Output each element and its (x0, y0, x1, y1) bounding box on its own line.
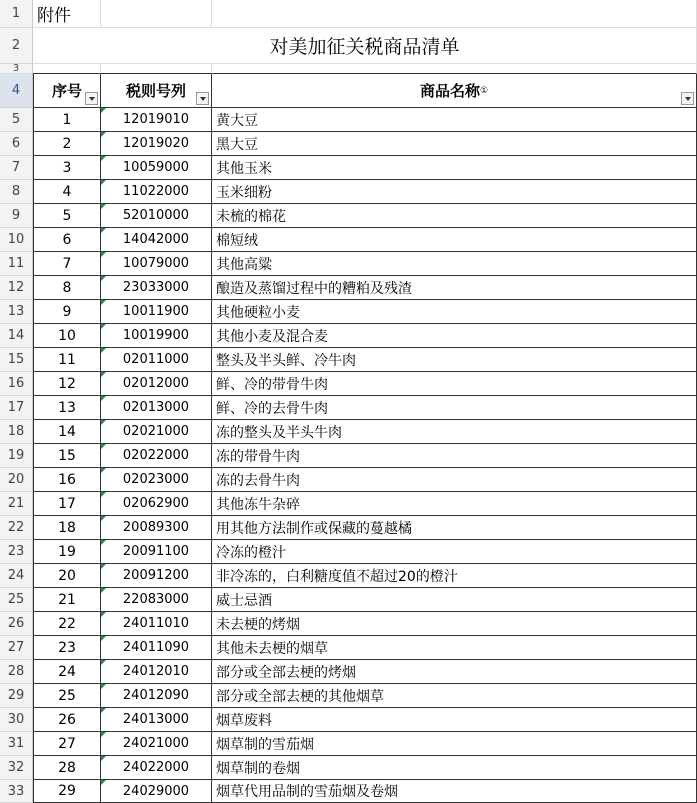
product-name-cell[interactable]: 冻的整头及半头牛肉 (212, 420, 697, 444)
table-row (0, 708, 697, 732)
product-name-cell[interactable]: 鲜、冷的带骨牛肉 (212, 372, 697, 396)
tariff-code-text: 10059000 (122, 160, 190, 175)
comment-marker-icon (101, 396, 106, 401)
product-name-cell[interactable]: 部分或全部去梗的烤烟 (212, 660, 697, 684)
tariff-code-text: 22083000 (122, 592, 190, 607)
column-header-label: 税则号列 (125, 82, 186, 100)
tariff-code-cell[interactable] (101, 108, 212, 132)
table-row (0, 204, 697, 228)
row-header[interactable]: 6 (0, 132, 33, 156)
column-header-label: 商品名称 (419, 82, 480, 100)
comment-marker-icon (101, 756, 106, 761)
tariff-code-cell[interactable] (101, 540, 212, 564)
tariff-code-cell[interactable] (101, 492, 212, 516)
seq-cell[interactable]: 3 (33, 156, 101, 180)
table-row (0, 132, 697, 156)
empty-cell[interactable] (212, 0, 697, 28)
product-name-cell[interactable]: 其他高粱 (212, 252, 697, 276)
row-header[interactable]: 27 (0, 636, 33, 660)
product-name-cell[interactable]: 烟草代用品制的雪茄烟及卷烟 (212, 780, 697, 803)
seq-cell[interactable]: 6 (33, 228, 101, 252)
row-header[interactable]: 9 (0, 204, 33, 228)
product-name-cell[interactable]: 黄大豆 (212, 108, 697, 132)
row-header[interactable]: 17 (0, 396, 33, 420)
tariff-code-text: 11022000 (122, 184, 190, 199)
seq-cell[interactable]: 25 (33, 684, 101, 708)
footnote-marker: ① (479, 85, 489, 96)
row-header[interactable]: 7 (0, 156, 33, 180)
tariff-code-cell[interactable] (101, 252, 212, 276)
row-header[interactable]: 28 (0, 660, 33, 684)
seq-cell[interactable]: 4 (33, 180, 101, 204)
tariff-code-text: 14042000 (122, 232, 190, 247)
product-name-cell[interactable]: 烟草废料 (212, 708, 697, 732)
tariff-code-cell[interactable] (101, 180, 212, 204)
sheet-row (0, 28, 697, 64)
comment-marker-icon (101, 444, 106, 449)
row-header-selected[interactable]: 4 (0, 74, 33, 108)
comment-marker-icon (101, 564, 106, 569)
row-header[interactable]: 30 (0, 708, 33, 732)
seq-cell[interactable]: 7 (33, 252, 101, 276)
row-header[interactable]: 33 (0, 780, 33, 803)
row-header[interactable]: 20 (0, 468, 33, 492)
product-name-cell[interactable]: 酿造及蒸馏过程中的糟粕及残渣 (212, 276, 697, 300)
comment-marker-icon (101, 300, 106, 305)
tariff-code-text: 20091100 (122, 544, 190, 559)
row-header[interactable]: 15 (0, 348, 33, 372)
sheet-title[interactable]: 对美加征关税商品清单 (33, 28, 697, 64)
tariff-code-text: 12019020 (122, 136, 190, 151)
row-header[interactable]: 22 (0, 516, 33, 540)
tariff-code-cell[interactable] (101, 324, 212, 348)
row-header[interactable]: 29 (0, 684, 33, 708)
product-name-cell[interactable]: 整头及半头鲜、冷牛肉 (212, 348, 697, 372)
tariff-code-text: 24012010 (122, 664, 190, 679)
row-header[interactable]: 26 (0, 612, 33, 636)
table-row (0, 228, 697, 252)
comment-marker-icon (101, 420, 106, 425)
seq-cell[interactable]: 17 (33, 492, 101, 516)
column-header-label: 序号 (51, 82, 82, 100)
product-name-cell[interactable]: 冻的去骨牛肉 (212, 468, 697, 492)
row-header[interactable]: 18 (0, 420, 33, 444)
row-header[interactable]: 24 (0, 564, 33, 588)
row-header[interactable]: 23 (0, 540, 33, 564)
row-header[interactable]: 11 (0, 252, 33, 276)
column-header-tariff[interactable] (101, 74, 212, 108)
product-name-cell[interactable]: 部分或全部去梗的其他烟草 (212, 684, 697, 708)
table-row (0, 660, 697, 684)
comment-marker-icon (101, 708, 106, 713)
tariff-code-cell[interactable] (101, 612, 212, 636)
row-header[interactable]: 21 (0, 492, 33, 516)
comment-marker-icon (101, 732, 106, 737)
tariff-code-cell[interactable] (101, 444, 212, 468)
table-row (0, 468, 697, 492)
seq-cell[interactable]: 1 (33, 108, 101, 132)
seq-cell[interactable]: 23 (33, 636, 101, 660)
table-row (0, 540, 697, 564)
comment-marker-icon (101, 324, 106, 329)
tariff-code-cell[interactable] (101, 708, 212, 732)
seq-cell[interactable]: 13 (33, 396, 101, 420)
tariff-code-text: 24029000 (122, 783, 190, 799)
table-row (0, 300, 697, 324)
empty-cell[interactable] (101, 0, 212, 28)
seq-cell[interactable]: 18 (33, 516, 101, 540)
row-header[interactable]: 8 (0, 180, 33, 204)
row-header[interactable]: 12 (0, 276, 33, 300)
seq-cell[interactable]: 21 (33, 588, 101, 612)
table-row (0, 276, 697, 300)
tariff-code-cell[interactable] (101, 636, 212, 660)
seq-cell[interactable]: 10 (33, 324, 101, 348)
product-name-cell[interactable]: 玉米细粉 (212, 180, 697, 204)
column-header-seq[interactable] (33, 74, 101, 108)
tariff-code-cell[interactable] (101, 588, 212, 612)
tariff-code-cell[interactable] (101, 372, 212, 396)
product-name-cell[interactable]: 其他小麦及混合麦 (212, 324, 697, 348)
tariff-code-cell[interactable] (101, 396, 212, 420)
tariff-code-text: 24011090 (122, 640, 190, 655)
seq-cell[interactable]: 28 (33, 756, 101, 780)
table-row (0, 396, 697, 420)
tariff-code-text: 24011010 (122, 616, 190, 631)
table-row (0, 420, 697, 444)
seq-cell[interactable]: 22 (33, 612, 101, 636)
tariff-code-text: 02011000 (122, 352, 190, 367)
tariff-code-cell[interactable] (101, 684, 212, 708)
seq-cell[interactable]: 15 (33, 444, 101, 468)
table-row (0, 348, 697, 372)
tariff-code-text: 20091200 (122, 568, 190, 583)
product-name-cell[interactable]: 其他未去梗的烟草 (212, 636, 697, 660)
comment-marker-icon (101, 180, 106, 185)
column-header-name[interactable] (212, 74, 697, 108)
product-name-cell[interactable]: 鲜、冷的去骨牛肉 (212, 396, 697, 420)
product-name-cell[interactable]: 其他玉米 (212, 156, 697, 180)
seq-cell[interactable]: 9 (33, 300, 101, 324)
table-row (0, 252, 697, 276)
tariff-code-cell[interactable] (101, 276, 212, 300)
table-row (0, 732, 697, 756)
empty-cell[interactable] (212, 64, 697, 74)
table-row (0, 492, 697, 516)
seq-cell[interactable]: 16 (33, 468, 101, 492)
empty-cell[interactable] (101, 64, 212, 74)
comment-marker-icon (101, 156, 106, 161)
filter-dropdown-icon[interactable] (85, 92, 98, 105)
filter-dropdown-icon[interactable] (196, 92, 209, 105)
tariff-code-cell[interactable] (101, 348, 212, 372)
comment-marker-icon (101, 660, 106, 665)
seq-cell[interactable]: 2 (33, 132, 101, 156)
tariff-code-text: 52010000 (122, 208, 190, 223)
tariff-code-text: 10019900 (122, 328, 190, 343)
row-header[interactable]: 16 (0, 372, 33, 396)
comment-marker-icon (101, 108, 106, 113)
row-header[interactable]: 14 (0, 324, 33, 348)
tariff-code-text: 24013000 (122, 712, 190, 727)
seq-cell[interactable]: 12 (33, 372, 101, 396)
comment-marker-icon (101, 540, 106, 545)
product-name-cell[interactable]: 冷冻的橙汁 (212, 540, 697, 564)
seq-cell[interactable]: 20 (33, 564, 101, 588)
seq-cell[interactable]: 14 (33, 420, 101, 444)
comment-marker-icon (101, 468, 106, 473)
tariff-code-cell[interactable] (101, 468, 212, 492)
comment-marker-icon (101, 780, 106, 785)
row-header[interactable]: 25 (0, 588, 33, 612)
table-row (0, 756, 697, 780)
tariff-code-text: 12019010 (122, 112, 190, 127)
row-header[interactable]: 19 (0, 444, 33, 468)
row-header[interactable]: 2 (0, 28, 33, 64)
tariff-code-cell[interactable] (101, 780, 212, 803)
tariff-code-text: 02013000 (122, 400, 190, 415)
comment-marker-icon (101, 636, 106, 641)
tariff-code-text: 23033000 (122, 280, 190, 295)
product-name-cell[interactable]: 威士忌酒 (212, 588, 697, 612)
seq-cell[interactable]: 11 (33, 348, 101, 372)
table-row (0, 108, 697, 132)
product-name-cell[interactable]: 烟草制的雪茄烟 (212, 732, 697, 756)
comment-marker-icon (101, 492, 106, 497)
row-header[interactable]: 10 (0, 228, 33, 252)
empty-cell[interactable] (33, 64, 101, 74)
table-row (0, 684, 697, 708)
tariff-code-text: 10011900 (122, 304, 190, 319)
seq-cell[interactable]: 24 (33, 660, 101, 684)
table-row (0, 444, 697, 468)
product-name-cell[interactable]: 未梳的棉花 (212, 204, 697, 228)
table-row (0, 516, 697, 540)
comment-marker-icon (101, 612, 106, 617)
tariff-code-cell[interactable] (101, 516, 212, 540)
tariff-code-cell[interactable] (101, 132, 212, 156)
table-row (0, 780, 697, 803)
comment-marker-icon (101, 516, 106, 521)
comment-marker-icon (101, 348, 106, 353)
tariff-code-text: 02062900 (122, 496, 190, 511)
tariff-code-text: 02022000 (122, 448, 190, 463)
tariff-code-cell[interactable] (101, 732, 212, 756)
table-row (0, 636, 697, 660)
comment-marker-icon (101, 588, 106, 593)
tariff-code-text: 02012000 (122, 376, 190, 391)
product-name-cell[interactable]: 烟草制的卷烟 (212, 756, 697, 780)
comment-marker-icon (101, 132, 106, 137)
product-name-cell[interactable]: 未去梗的烤烟 (212, 612, 697, 636)
tariff-code-text: 24012090 (122, 688, 190, 703)
seq-cell[interactable]: 27 (33, 732, 101, 756)
product-name-cell[interactable]: 棉短绒 (212, 228, 697, 252)
tariff-code-text: 10079000 (122, 256, 190, 271)
sheet-row (0, 0, 697, 28)
filter-dropdown-icon[interactable] (681, 92, 694, 105)
tariff-code-cell[interactable] (101, 660, 212, 684)
tariff-code-text: 02023000 (122, 472, 190, 487)
seq-cell[interactable]: 8 (33, 276, 101, 300)
product-name-cell[interactable]: 冻的带骨牛肉 (212, 444, 697, 468)
tariff-code-cell[interactable] (101, 156, 212, 180)
row-header[interactable]: 1 (0, 0, 33, 28)
seq-cell[interactable]: 29 (33, 780, 101, 803)
table-row (0, 156, 697, 180)
tariff-code-text: 02021000 (122, 424, 190, 439)
tariff-code-text: 24022000 (122, 760, 190, 775)
tariff-code-cell[interactable] (101, 756, 212, 780)
table-row (0, 612, 697, 636)
table-row (0, 372, 697, 396)
row-header[interactable]: 31 (0, 732, 33, 756)
tariff-code-cell[interactable] (101, 204, 212, 228)
comment-marker-icon (101, 204, 106, 209)
row-header[interactable]: 5 (0, 108, 33, 132)
seq-cell[interactable]: 26 (33, 708, 101, 732)
tariff-code-cell[interactable] (101, 420, 212, 444)
tariff-code-text: 20089300 (122, 520, 190, 535)
header-row (0, 74, 697, 108)
tariff-code-cell[interactable] (101, 300, 212, 324)
seq-cell[interactable]: 5 (33, 204, 101, 228)
tariff-code-cell[interactable] (101, 228, 212, 252)
row-header[interactable]: 32 (0, 756, 33, 780)
comment-marker-icon (101, 372, 106, 377)
row-header[interactable]: 13 (0, 300, 33, 324)
row-header[interactable]: 3 (0, 64, 33, 74)
table-row (0, 324, 697, 348)
product-name-cell[interactable]: 其他硬粒小麦 (212, 300, 697, 324)
table-row (0, 564, 697, 588)
tariff-code-cell[interactable] (101, 564, 212, 588)
tariff-code-text: 24021000 (122, 736, 190, 751)
product-name-cell[interactable]: 其他冻牛杂碎 (212, 492, 697, 516)
product-name-cell[interactable]: 非冷冻的，白利糖度值不超过20的橙汁 (212, 564, 697, 588)
sheet-row (0, 64, 697, 74)
table-row (0, 180, 697, 204)
seq-cell[interactable]: 19 (33, 540, 101, 564)
table-row (0, 588, 697, 612)
product-name-cell[interactable]: 黑大豆 (212, 132, 697, 156)
comment-marker-icon (101, 276, 106, 281)
attachment-label-cell[interactable]: 附件 (33, 0, 101, 28)
product-name-cell[interactable]: 用其他方法制作或保藏的蔓越橘 (212, 516, 697, 540)
comment-marker-icon (101, 684, 106, 689)
comment-marker-icon (101, 228, 106, 233)
comment-marker-icon (101, 252, 106, 257)
